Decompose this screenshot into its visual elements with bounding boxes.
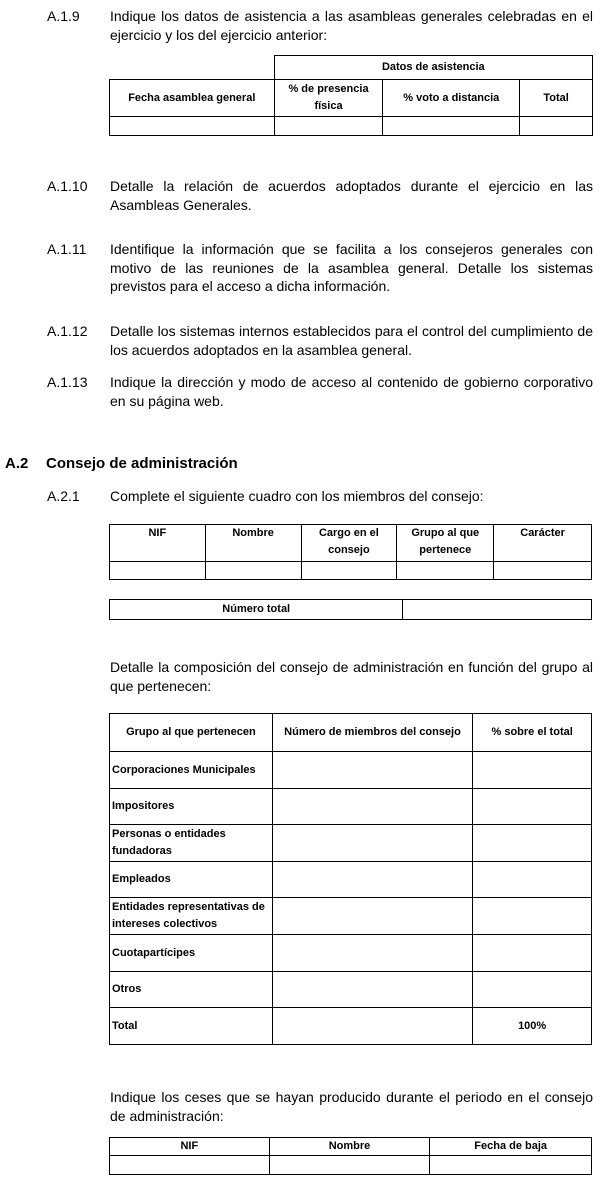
attendance-table (109, 55, 593, 136)
table-cell (272, 1008, 473, 1045)
instruction-text: Indique los ceses que se hayan producido durante el periodo en el consejo de administración: (110, 1089, 593, 1124)
group-name: Cuotapartícipes (110, 935, 273, 972)
group-name: Empleados (110, 862, 273, 898)
table-cell (272, 752, 473, 789)
table-row (110, 752, 592, 789)
table-cell (269, 1156, 430, 1175)
table-row (110, 825, 592, 862)
table-cell (110, 1156, 270, 1175)
table-cell (272, 862, 473, 898)
table-row (110, 789, 592, 825)
question-text: Indique los datos de asistencia a las asambleas generales celebradas en el ejercicio y los del ejercicio anterior: (110, 8, 593, 43)
column-header: Nombre (269, 1138, 430, 1156)
group-name: Otros (110, 972, 273, 1008)
composition-table (109, 713, 592, 1045)
column-header: Grupo al que pertenecen (110, 714, 273, 752)
table-row (110, 972, 592, 1008)
pct-cell (473, 935, 592, 972)
column-header: Carácter (494, 525, 592, 562)
pct-cell: 100% (473, 1008, 592, 1045)
section-title: Consejo de administración (46, 455, 238, 472)
table-cell (272, 972, 473, 1008)
members-table (109, 524, 592, 580)
question-text: Identifique la información que se facilita a los consejeros generales con motivo de las reuniones de la asamblea general. Detalle los sistemas previstos para el acceso a dicha información. (110, 241, 593, 294)
table-cell (272, 825, 473, 862)
group-name: Personas o entidades fundadoras (110, 825, 273, 862)
section-number: A.2 (5, 455, 29, 472)
table-cell (272, 935, 473, 972)
column-header: % de presencia física (274, 80, 383, 117)
table-cell (205, 562, 301, 580)
pct-cell (473, 789, 592, 825)
table-cell (430, 1156, 592, 1175)
table-row (110, 935, 592, 972)
pct-cell (473, 972, 592, 1008)
column-header: Grupo al que pertenece (397, 525, 494, 562)
group-name: Entidades representativas de intereses colectivos (110, 898, 273, 935)
column-header: NIF (110, 525, 206, 562)
item-number: A.2.1 (47, 488, 80, 504)
column-header: Fecha de baja (430, 1138, 592, 1156)
question-text: Complete el siguiente cuadro con los miembros del consejo: (110, 488, 484, 504)
group-name: Total (110, 1008, 273, 1045)
table-cell (520, 117, 593, 136)
column-header: Total (520, 80, 593, 117)
pct-cell (473, 825, 592, 862)
table-cell (110, 117, 275, 136)
table-cell (494, 562, 592, 580)
group-name: Corporaciones Municipales (110, 752, 273, 789)
table-cell (272, 789, 473, 825)
item-number: A.1.10 (47, 178, 88, 194)
empty-cell (110, 56, 275, 80)
group-name: Impositores (110, 789, 273, 825)
table-row (110, 1008, 592, 1045)
item-number: A.1.9 (47, 8, 80, 24)
pct-cell (473, 752, 592, 789)
column-header: NIF (110, 1138, 270, 1156)
question-text: Indique la dirección y modo de acceso al contenido de gobierno corporativo en su página web. (110, 374, 593, 409)
total-table (109, 599, 592, 620)
table-row (110, 898, 592, 935)
question-text: Detalle los sistemas internos establecidos para el control del cumplimiento de los acuerdos adoptados en la asamblea general. (110, 323, 593, 358)
item-number: A.1.13 (47, 374, 88, 390)
column-header: Cargo en el consejo (301, 525, 397, 562)
column-header: % voto a distancia (383, 80, 520, 117)
table-cell (301, 562, 397, 580)
table-cell (383, 117, 520, 136)
pct-cell (473, 898, 592, 935)
table-cell (274, 117, 383, 136)
numero-total-value (403, 600, 592, 620)
numero-total-label: Número total (110, 600, 403, 620)
table-cell (110, 562, 206, 580)
pct-cell (473, 862, 592, 898)
column-header: Nombre (205, 525, 301, 562)
item-number: A.1.12 (47, 323, 88, 339)
group-header: Datos de asistencia (274, 56, 592, 80)
question-text: Detalle la relación de acuerdos adoptados durante el ejercicio en las Asambleas Generales. (110, 178, 593, 213)
table-row (110, 862, 592, 898)
ceses-table (109, 1137, 592, 1175)
column-header: Fecha asamblea general (110, 80, 275, 117)
column-header: Número de miembros del consejo (272, 714, 473, 752)
item-number: A.1.11 (47, 241, 87, 257)
table-cell (397, 562, 494, 580)
column-header: % sobre el total (473, 714, 592, 752)
table-cell (272, 898, 473, 935)
instruction-text: Detalle la composición del consejo de administración en función del grupo al que pertenecen: (110, 659, 593, 694)
